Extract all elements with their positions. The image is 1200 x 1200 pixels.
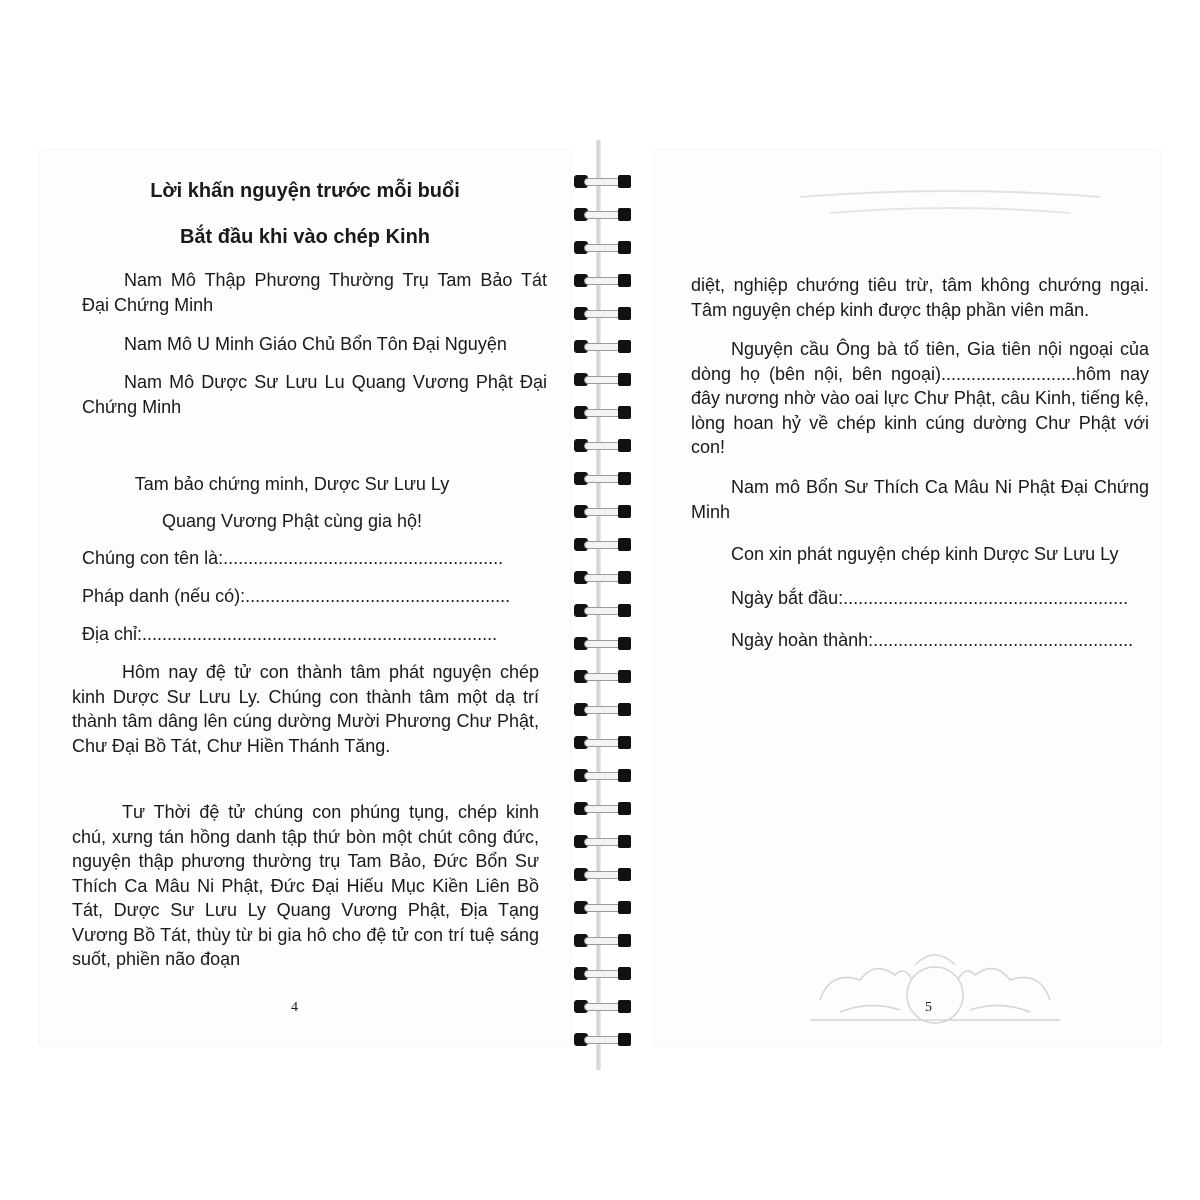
binding-coil (570, 172, 636, 192)
binding-hole-right (618, 967, 631, 980)
binding-coil (570, 568, 636, 588)
binding-coil (570, 799, 636, 819)
binding-coil (570, 964, 636, 984)
binding-hole-right (618, 505, 631, 518)
binding-coil (570, 601, 636, 621)
binding-coil (570, 1030, 636, 1050)
binding-coil (570, 997, 636, 1017)
binding-hole-right (618, 307, 631, 320)
page-title-line1: Lời khấn nguyện trước mỗi buổi (150, 180, 460, 202)
binding-hole-right (618, 175, 631, 188)
binding-hole-right (618, 373, 631, 386)
binding-hole-right (618, 274, 631, 287)
binding-coil (570, 733, 636, 753)
binding-coil (570, 304, 636, 324)
invocation-2: Nam Mô U Minh Giáo Chủ Bổn Tôn Đại Nguyện (124, 334, 507, 354)
binding-coil (570, 931, 636, 951)
binding-coil (570, 898, 636, 918)
binding-hole-right (618, 604, 631, 617)
binding-coil (570, 436, 636, 456)
closing-invocation: Nam mô Bổn Sư Thích Ca Mâu Ni Phật Đại Chứng Minh (691, 477, 1149, 522)
page-number: 5 (925, 1000, 932, 1015)
binding-hole-right (618, 208, 631, 221)
binding-coil (570, 370, 636, 390)
binding-hole-right (618, 703, 631, 716)
dharma-name-field: Pháp danh (nếu có):..................................................... (82, 586, 511, 606)
binding-hole-right (618, 835, 631, 848)
binding-coil (570, 865, 636, 885)
vow-paragraph-2: Tư Thời đệ tử chúng con phúng tụng, chép kinh chú, xưng tán hồng danh tập thứ bòn một chút công đức, nguyện thập phương thường trụ Tam Bảo, Đức Bổn Sư Thích Ca Mâu Ni Phật, Đức Đại Hiếu Mục Kiền Liên Bồ Tát, Dược Sư Lưu Ly Quang Vương Phật, Địa Tạng Vương Bồ Tát, thùy từ bi gia hô cho đệ tử con trí tuệ sáng suốt, phiền não đoạn (72, 802, 539, 969)
binding-coil (570, 502, 636, 522)
binding-hole-right (618, 406, 631, 419)
right-page (655, 150, 1160, 1045)
binding-hole-right (618, 868, 631, 881)
binding-coil (570, 634, 636, 654)
binding-coil (570, 271, 636, 291)
binding-coil (570, 238, 636, 258)
binding-coil (570, 469, 636, 489)
cloud-ornament (800, 930, 1070, 1030)
faint-ornament-lines (790, 185, 1110, 225)
binding-hole-right (618, 934, 631, 947)
binding-coil (570, 667, 636, 687)
binding-hole-right (618, 802, 631, 815)
end-date-field: Ngày hoàn thành:.................................................... (731, 630, 1134, 650)
binding-hole-right (618, 439, 631, 452)
left-page (40, 150, 570, 1045)
binding-hole-right (618, 472, 631, 485)
binding-hole-right (618, 1033, 631, 1046)
binding-coil (570, 205, 636, 225)
binding-hole-right (618, 736, 631, 749)
binding-coil (570, 700, 636, 720)
name-field: Chúng con tên là:........................................................ (82, 548, 504, 568)
blessing-line-2: Quang Vương Phật cùng gia hộ! (161, 511, 423, 531)
ancestor-prayer-paragraph: Nguyện cầu Ông bà tổ tiên, Gia tiên nội ngoại của dòng họ (bên nội, bên ngoại)...........................hôm nay đây nương nhờ vào oai lực Chư Phật, câu Kinh, tiếng kệ, lòng hoan hỷ về chép kinh cúng dường Chư Phật với con! (691, 339, 1150, 457)
start-date-field: Ngày bắt đầu:......................................................... (731, 588, 1129, 608)
binding-hole-right (618, 670, 631, 683)
invocation-1: Nam Mô Thập Phương Thường Trụ Tam Bảo Tát Đại Chứng Minh (82, 270, 547, 315)
blessing-line-1: Tam bảo chứng minh, Dược Sư Lưu Ly (134, 474, 450, 494)
binding-hole-right (618, 571, 631, 584)
binding-coil (570, 337, 636, 357)
address-field: Địa chỉ:....................................................................... (82, 624, 498, 644)
binding-hole-right (618, 538, 631, 551)
page-title-line2: Bắt đầu khi vào chép Kinh (179, 226, 431, 248)
binding-hole-right (618, 340, 631, 353)
copying-vow: Con xin phát nguyện chép kinh Dược Sư Lưu Ly (731, 544, 1119, 564)
page-number: 4 (291, 1000, 298, 1015)
binding-hole-right (618, 1000, 631, 1013)
vow-paragraph-1: Hôm nay đệ tử con thành tâm phát nguyện chép kinh Dược Sư Lưu Ly. Chúng con thành tâm một dạ trí thành tâm dâng lên cúng dường Mười Phương Chư Phật, Chư Đại Bồ Tát, Chư Hiền Thánh Tăng. (72, 662, 539, 756)
binding-hole-right (618, 901, 631, 914)
binding-coil (570, 535, 636, 555)
invocation-3: Nam Mô Dược Sư Lưu Lu Quang Vương Phật Đại Chứng Minh (82, 372, 547, 417)
binding-hole-right (618, 769, 631, 782)
binding-coil (570, 403, 636, 423)
continued-paragraph: diệt, nghiệp chướng tiêu trừ, tâm không chướng ngại. Tâm nguyện chép kinh được thập phần viên mãn. (691, 275, 1149, 320)
binding-hole-right (618, 637, 631, 650)
binding-hole-right (618, 241, 631, 254)
binding-coil (570, 766, 636, 786)
binding-coil (570, 832, 636, 852)
